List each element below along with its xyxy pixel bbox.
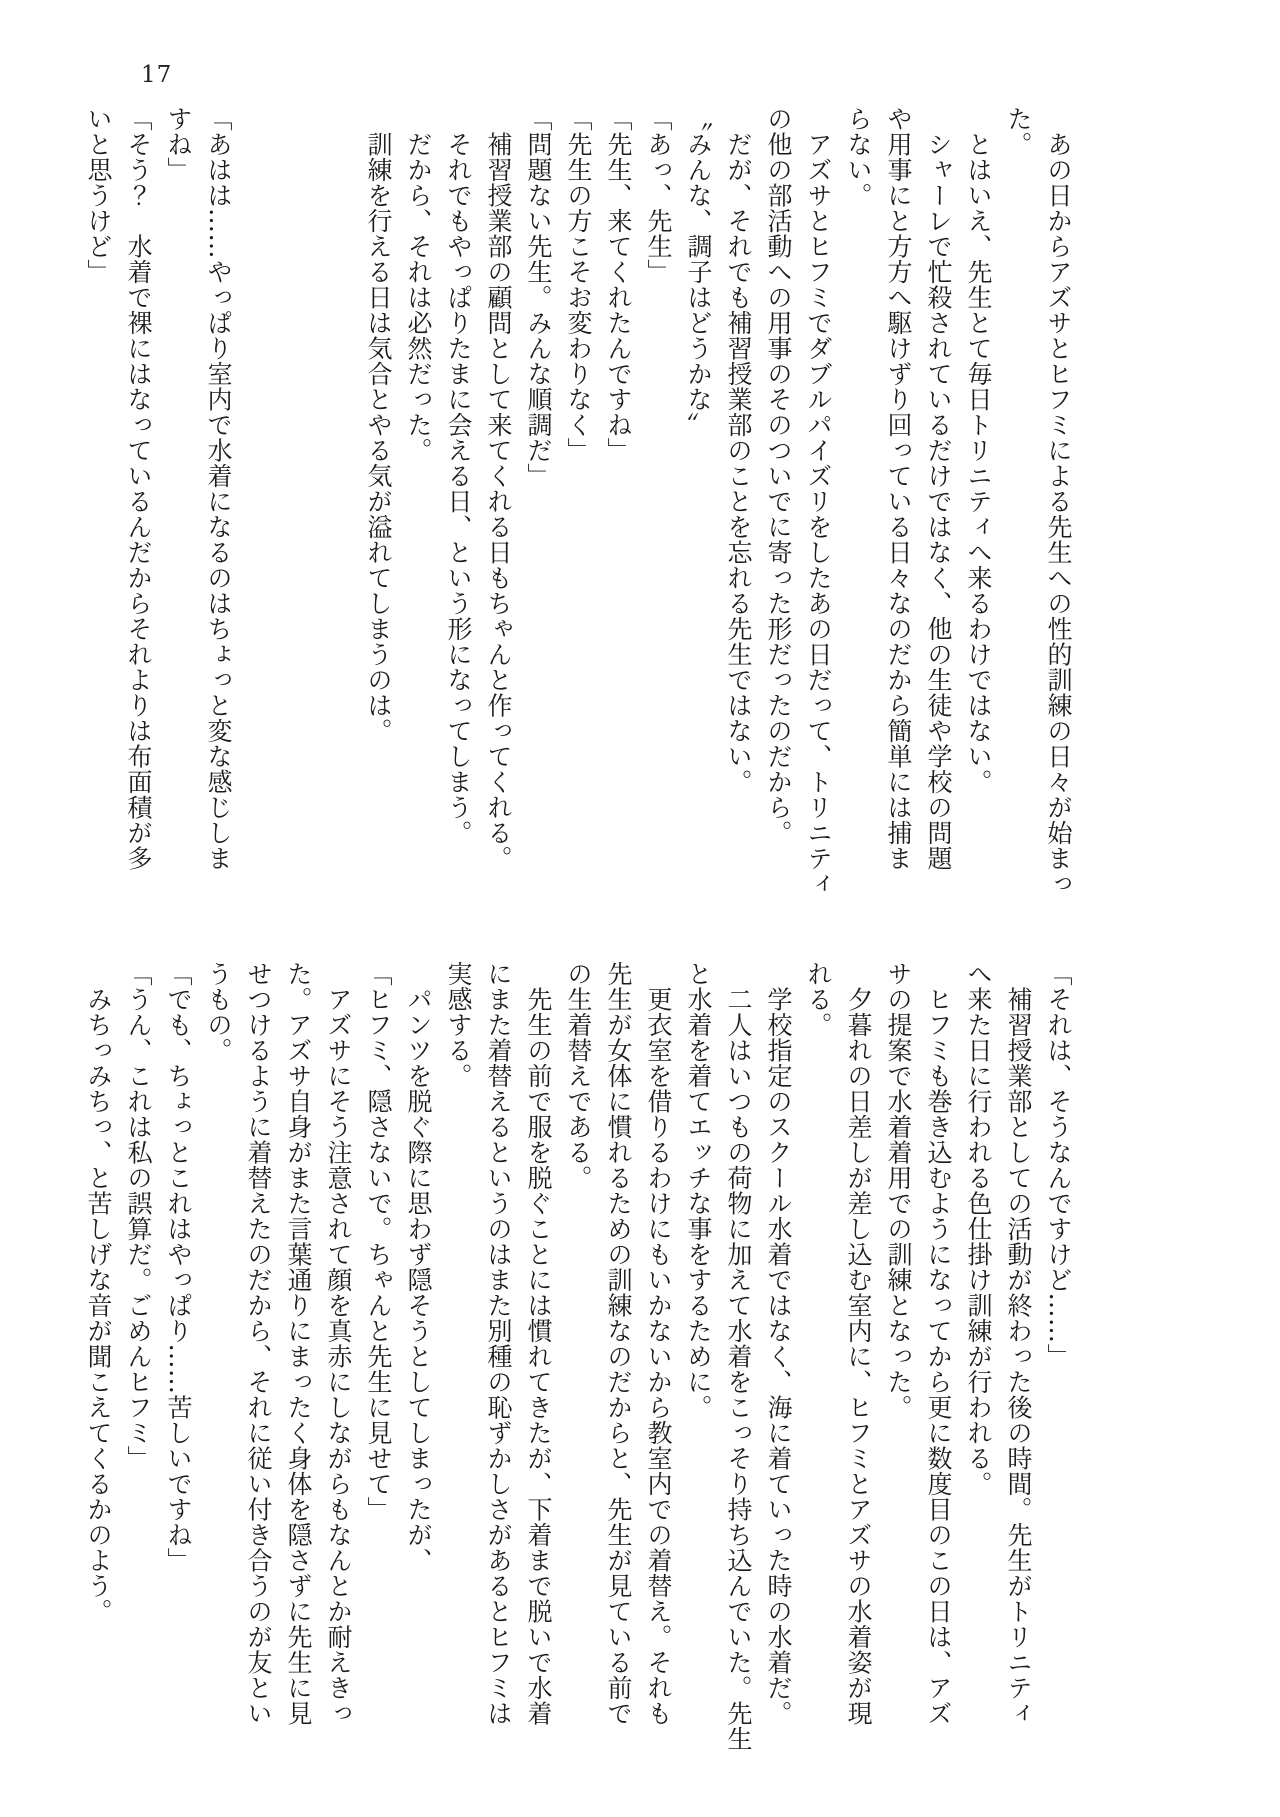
text-line: 〝みんな、調子はどうかな〟 (684, 106, 713, 438)
text-line: だから、それは必然だった。 (404, 106, 433, 463)
text-line: ヒフミも巻き込むようになってから更に数度目のこの日は、アズ (924, 961, 953, 1726)
text-line: 「そう？ 水着で裸にはなっているんだからそれよりは布面積が多 (124, 106, 153, 871)
text-line: 実感する。 (444, 961, 473, 1089)
text-line: すね」 (164, 106, 193, 183)
text-line: サの提案で水着着用での訓練となった。 (884, 961, 913, 1420)
text-line: とはいえ、先生とて毎日トリニティへ来るわけではない。 (964, 106, 993, 795)
top-text-block (78, 106, 1078, 898)
text-line: た。アズサ自身がまた言葉通りにまったく身体を隠さずに先生に見 (284, 961, 313, 1726)
text-line: た。 (1004, 106, 1033, 157)
text-line: あの日からアズサとヒフミによる先生への性的訓練の日々が始まっ (1044, 106, 1073, 897)
bottom-text-block (78, 961, 1078, 1753)
text-line: 先生が女体に慣れるための訓練なのだからと、先生が見ている前で (604, 961, 633, 1726)
text-line: 「問題ない先生。みんな順調だ」 (524, 106, 553, 489)
text-line: 「うん、これは私の誤算だ。ごめんヒフミ」 (124, 961, 153, 1471)
blank-line (238, 106, 278, 898)
text-line: れる。 (804, 961, 833, 1038)
text-line: 「ヒフミ、隠さないで。ちゃんと先生に見せて」 (364, 961, 393, 1522)
text-line: せつけるように着替えたのだから、それに従い付き合うのが友とい (244, 961, 273, 1726)
text-line: や用事にと方方へ駆けずり回っている日々なのだから簡単には捕ま (884, 106, 913, 871)
text-line: と水着を着てエッチな事をするために。 (684, 961, 713, 1420)
text-line: アズサとヒフミでダブルパイズリをしたあの日だって、トリニティ (804, 106, 833, 897)
text-line: だが、それでも補習授業部のことを忘れる先生ではない。 (724, 106, 753, 795)
text-line: 「先生の方こそお変わりなく」 (564, 106, 593, 463)
text-line: うもの。 (204, 961, 233, 1063)
text-line: 先生の前で服を脱ぐことには慣れてきたが、下着まで脱いで水着 (524, 961, 553, 1726)
text-line: の他の部活動への用事のそのついでに寄った形だったのだから。 (764, 106, 793, 846)
text-line: パンツを脱ぐ際に思わず隠そうとしてしまったが、 (404, 961, 433, 1573)
text-line: らない。 (844, 106, 873, 208)
text-line: 「でも、ちょっとこれはやっぱり……苦しいですね」 (164, 961, 193, 1573)
text-line: にまた着替えるというのはまた別種の恥ずかしさがあるとヒフミは (484, 961, 513, 1726)
text-line: 二人はいつもの荷物に加えて水着をこっそり持ち込んでいた。先生 (724, 961, 753, 1752)
text-line: へ来た日に行われる色仕掛け訓練が行われる。 (964, 961, 993, 1497)
blank-line (278, 106, 318, 898)
text-line: 「あっ、先生」 (644, 106, 673, 285)
text-line: 「あはは……やっぱり室内で水着になるのはちょっと変な感じしま (204, 106, 233, 871)
text-line: 「先生、来てくれたんですね」 (604, 106, 633, 463)
text-line: アズサにそう注意されて顔を真赤にしながらもなんとか耐えきっ (324, 961, 353, 1726)
text-line: の生着替えである。 (564, 961, 593, 1191)
text-line: 補習授業部としての活動が終わった後の時間。先生がトリニティ (1004, 961, 1033, 1726)
text-line: みちっみちっ、と苦しげな音が聞こえてくるかのよう。 (84, 961, 113, 1624)
text-line: それでもやっぱりたまに会える日、という形になってしまう。 (444, 106, 473, 846)
text-line: シャーレで忙殺されているだけではなく、他の生徒や学校の問題 (924, 106, 953, 871)
page-number: 17 (141, 62, 173, 88)
text-line: 補習授業部の顧問として来てくれる日もちゃんと作ってくれる。 (484, 106, 513, 871)
text-line: いと思うけど」 (84, 106, 113, 285)
blank-line (318, 106, 358, 898)
text-line: 「それは、そうなんですけど……」 (1044, 961, 1073, 1369)
text-line: 夕暮れの日差しが差し込む室内に、ヒフミとアズサの水着姿が現 (844, 961, 873, 1726)
text-line: 訓練を行える日は気合とやる気が溢れてしまうのは。 (364, 106, 393, 744)
text-line: 更衣室を借りるわけにもいかないから教室内での着替え。それも (644, 961, 673, 1726)
text-line: 学校指定のスクール水着ではなく、海に着ていった時の水着だ。 (764, 961, 793, 1726)
